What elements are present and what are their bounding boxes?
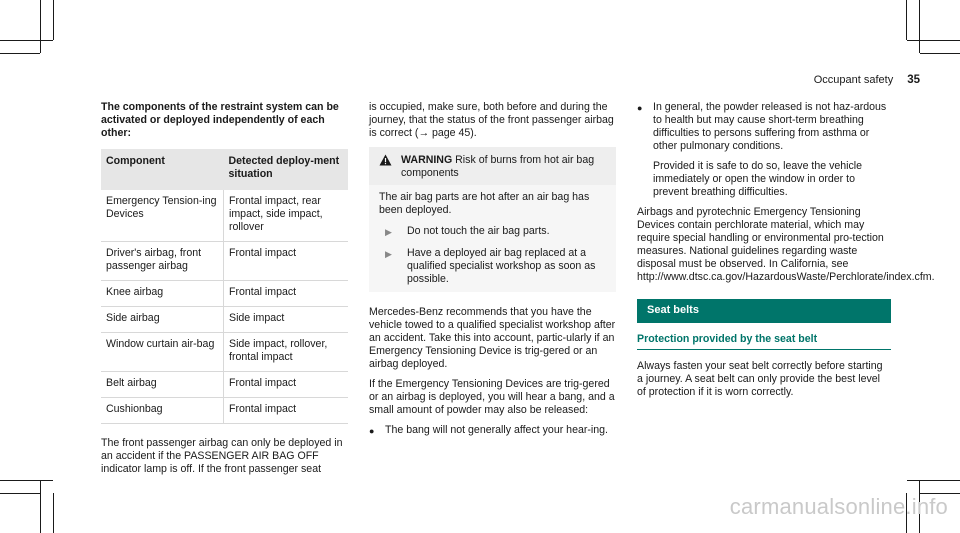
warning-text [401,154,608,180]
arrow-right-icon: ▶ [385,227,392,237]
perchlorate-paragraph: Airbags and pyrotechnic Emergency Tensioning Devices contain perchlorate material, which may require special handling or environmental pro-tection measures. National guidelines regarding waste disposal must be observed. In California, see http://www.dtsc.ca.gov/HazardousWaste/Perchlorate/index.cfm. [637,206,935,283]
warning-title: Risk of burns from hot air bag components [401,154,595,179]
table-cell: Knee airbag [101,281,224,307]
list-item-text: The bang will not generally affect your hear-ing. [385,424,608,436]
table-cell: Window curtain air-bag [101,333,224,372]
page-number: 35 [907,74,920,86]
table-cell: Frontal impact [229,286,297,298]
list-item-text: In general, the powder released is not haz-ardous to health but may cause short-term breathing difficulties to persons suffering from asthma or other pulmonary conditions. [653,101,887,152]
seat-belt-paragraph: Always fasten your seat belt correctly before starting a journey. A seat belt can only provide the best level of protection if it is worn correctly. [637,360,883,398]
arrow-right-icon: ▶ [385,249,392,259]
section-name: Occupant safety [813,74,894,86]
bang-paragraph: If the Emergency Tensioning Devices are trig-gered or an airbag is deployed, you will hear a bang, and a small amount of powder may also be released: [369,378,615,416]
table-cell: Side airbag [101,307,224,333]
components-heading: The components of the restraint system can be activated or deployed independently of each other: [101,101,339,139]
table-cell: Cushionbag [101,398,224,424]
warning-box [369,147,616,292]
warning-triangle-icon [379,154,395,180]
table-cell: Frontal impact, rear impact, side impact, rollover [229,195,323,233]
table-row [101,190,348,242]
warning-label: WARNING [401,154,453,166]
list-item-continuation: Provided it is safe to do so, leave the vehicle immediately or open the window in order to prevent breathing difficulties. [653,160,863,198]
warning-header [369,147,616,185]
table-row [101,398,348,424]
section-banner: Seat belts [637,299,891,323]
section-title: Protection provided by the seat belt [637,333,891,350]
bullet-dot-icon: ● [369,426,375,436]
table-cell: Frontal impact [229,377,297,389]
table-cell: Side impact, rollover, frontal impact [229,338,328,363]
table-row [101,372,348,398]
watermark: carmanualsonline.info [729,494,948,519]
list-item [637,101,891,206]
passenger-airbag-paragraph: The front passenger airbag can only be deployed in an accident if the PASSENGER AIR BAG OFF indicator lamp is off. If the front passenger seat [101,437,343,475]
table-header-situation: Detected deploy-ment situation [224,149,349,190]
warning-body-text: The air bag parts are hot after an air bag has been deployed. [379,191,590,216]
table-cell: Belt airbag [101,372,224,398]
table-row [101,333,348,372]
restraint-table [101,149,348,424]
table-cell: Frontal impact [229,247,297,259]
towing-paragraph: Mercedes-Benz recommends that you have the vehicle towed to a qualified specialist workshop after an accident. Take this into account, partic-ularly if an Emergency Tensioning Device is trig-gered or an airbag deployed. [369,306,616,370]
list-item-text: Have a deployed air bag replaced at a qualified specialist workshop as soon as possible. [407,247,596,285]
airbag-status-paragraph: is occupied, make sure, both before and during the journey, that the status of the front passenger airbag is correct (→ page 45). [369,101,614,139]
table-cell: Driver's airbag, front passenger airbag [101,242,224,281]
table-cell: Emergency Tension-ing Devices [101,190,224,242]
table-header-component: Component [101,149,224,190]
list-item [369,424,616,438]
list-item [379,225,608,239]
table-row [101,307,348,333]
list-item-text: Do not touch the air bag parts. [407,225,550,237]
list-item [379,247,608,286]
column-2 [369,101,616,438]
column-3 [637,101,935,406]
warning-body [369,185,616,292]
page-header [814,74,920,86]
table-cell: Side impact [229,312,285,324]
bullet-dot-icon: ● [637,103,643,113]
table-row [101,281,348,307]
table-row [101,242,348,281]
table-cell: Frontal impact [229,403,297,415]
column-1 [101,101,348,483]
